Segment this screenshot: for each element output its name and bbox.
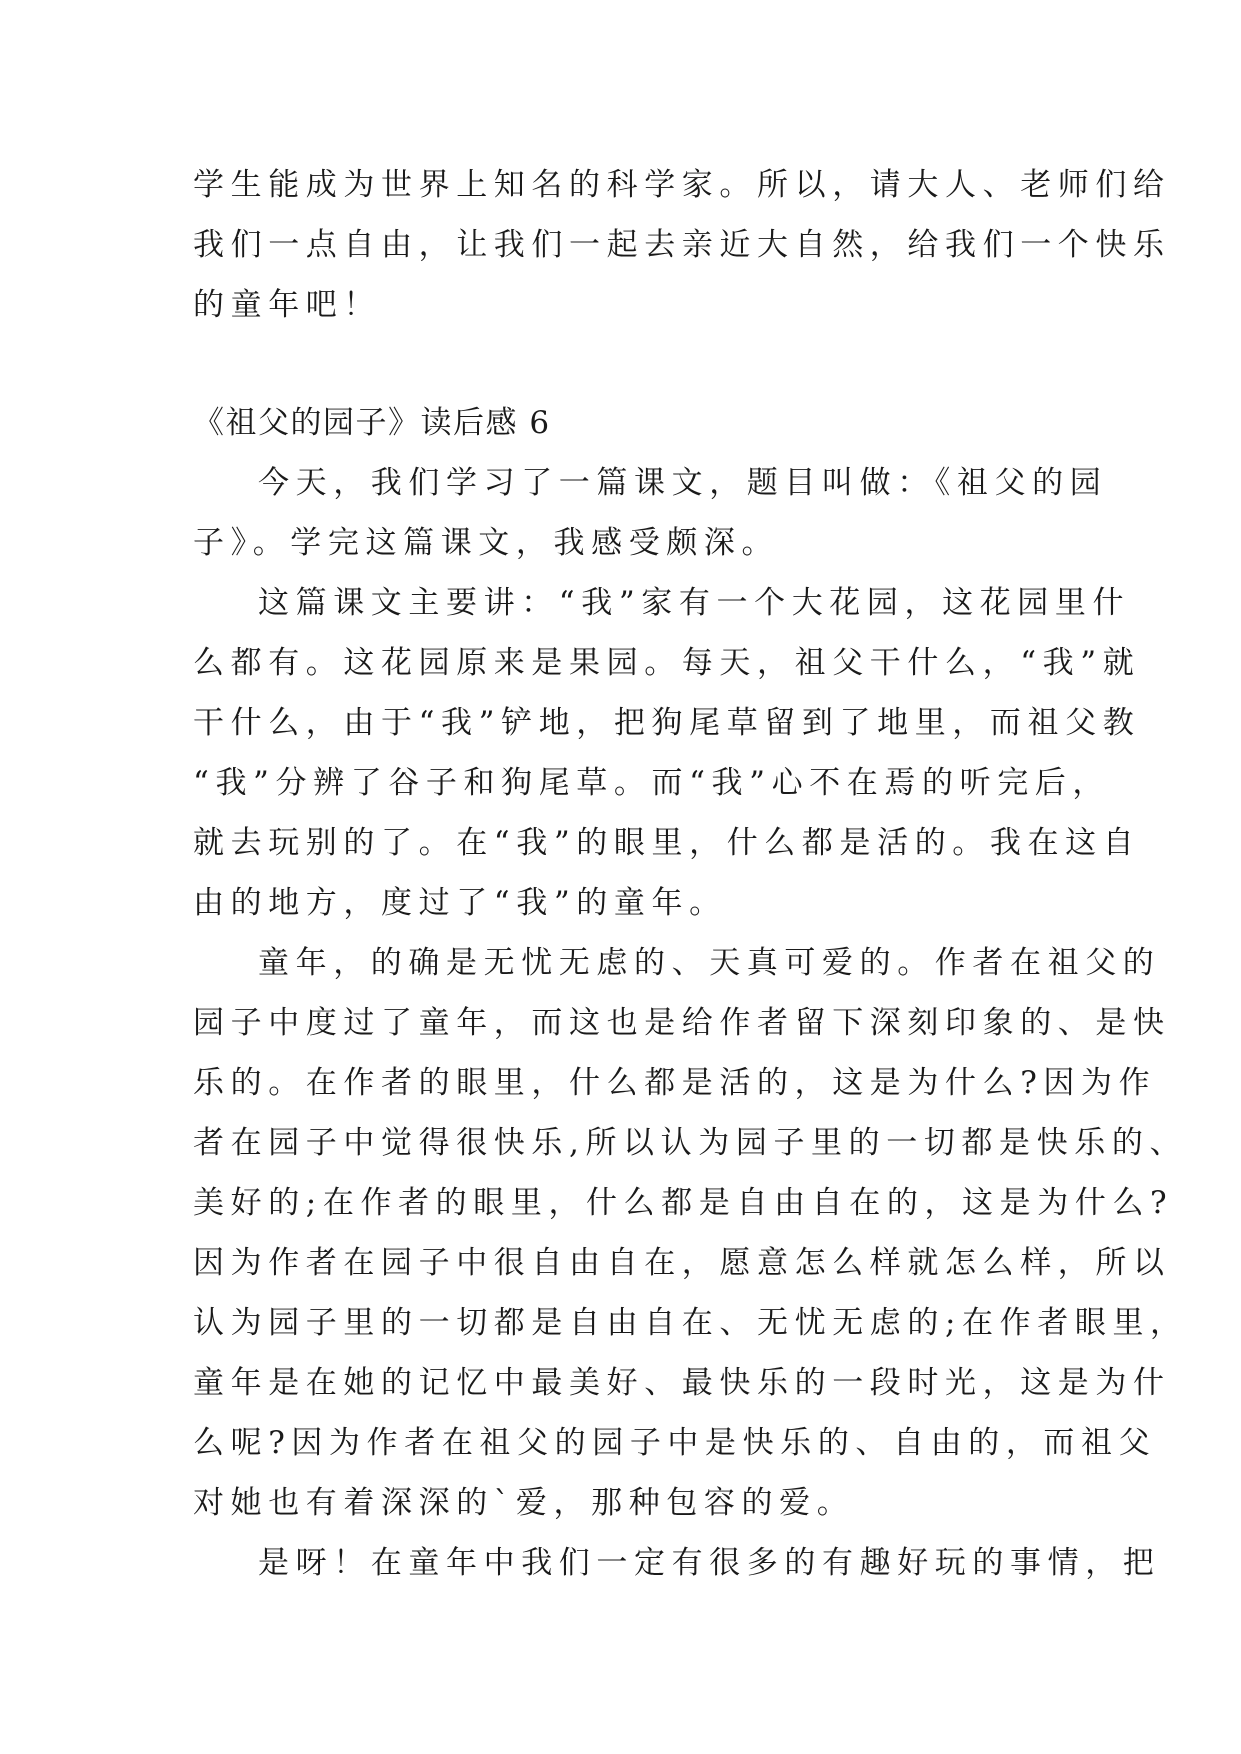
text-line: 对她也有着深深的`爱，那种包容的爱。: [193, 1485, 855, 1521]
text-line: 认为园子里的一切都是自由自在、无忧无虑的;在作者眼里，: [193, 1305, 1188, 1341]
text-line: 是呀！在童年中我们一定有很多的有趣好玩的事情，把: [258, 1545, 1161, 1581]
text-line: “我”分辨了谷子和狗尾草。而“我”心不在焉的听完后，: [193, 765, 1110, 801]
text-line: 就去玩别的了。在“我”的眼里，什么都是活的。我在这自: [193, 825, 1141, 861]
text-line: 美好的;在作者的眼里，什么都是自由自在的，这是为什么?: [193, 1185, 1174, 1221]
text-line: 么都有。这花园原来是果园。每天，祖父干什么，“我”就: [193, 645, 1141, 681]
text-line: 乐的。在作者的眼里，什么都是活的，这是为什么?因为作: [193, 1065, 1157, 1101]
text-line: 今天，我们学习了一篇课文，题目叫做：《祖父的园: [258, 465, 1108, 501]
text-line: 的童年吧！: [193, 287, 381, 323]
text-line: 童年是在她的记忆中最美好、最快乐的一段时光，这是为什: [193, 1365, 1171, 1401]
text-line: 子》。学完这篇课文，我感受颇深。: [193, 525, 780, 561]
text-line: 由的地方，度过了“我”的童年。: [193, 885, 727, 921]
section-title: 《祖父的园子》读后感 6: [193, 405, 551, 441]
text-line: 因为作者在园子中很自由自在，愿意怎么样就怎么样，所以: [193, 1245, 1171, 1281]
text-line: 童年，的确是无忧无虑的、天真可爱的。作者在祖父的: [258, 945, 1161, 981]
text-line: 园子中度过了童年，而这也是给作者留下深刻印象的、是快: [193, 1005, 1171, 1041]
text-line: 我们一点自由，让我们一起去亲近大自然，给我们一个快乐: [193, 227, 1171, 263]
text-line: 学生能成为世界上知名的科学家。所以，请大人、老师们给: [193, 167, 1171, 203]
text-line: 干什么，由于“我”铲地，把狗尾草留到了地里，而祖父教: [193, 705, 1141, 741]
text-line: 这篇课文主要讲：“我”家有一个大花园，这花园里什: [258, 585, 1131, 621]
text-line: 么呢?因为作者在祖父的园子中是快乐的、自由的，而祖父: [193, 1425, 1157, 1461]
text-line: 者在园子中觉得很快乐,所以认为园子里的一切都是快乐的、: [193, 1125, 1188, 1161]
